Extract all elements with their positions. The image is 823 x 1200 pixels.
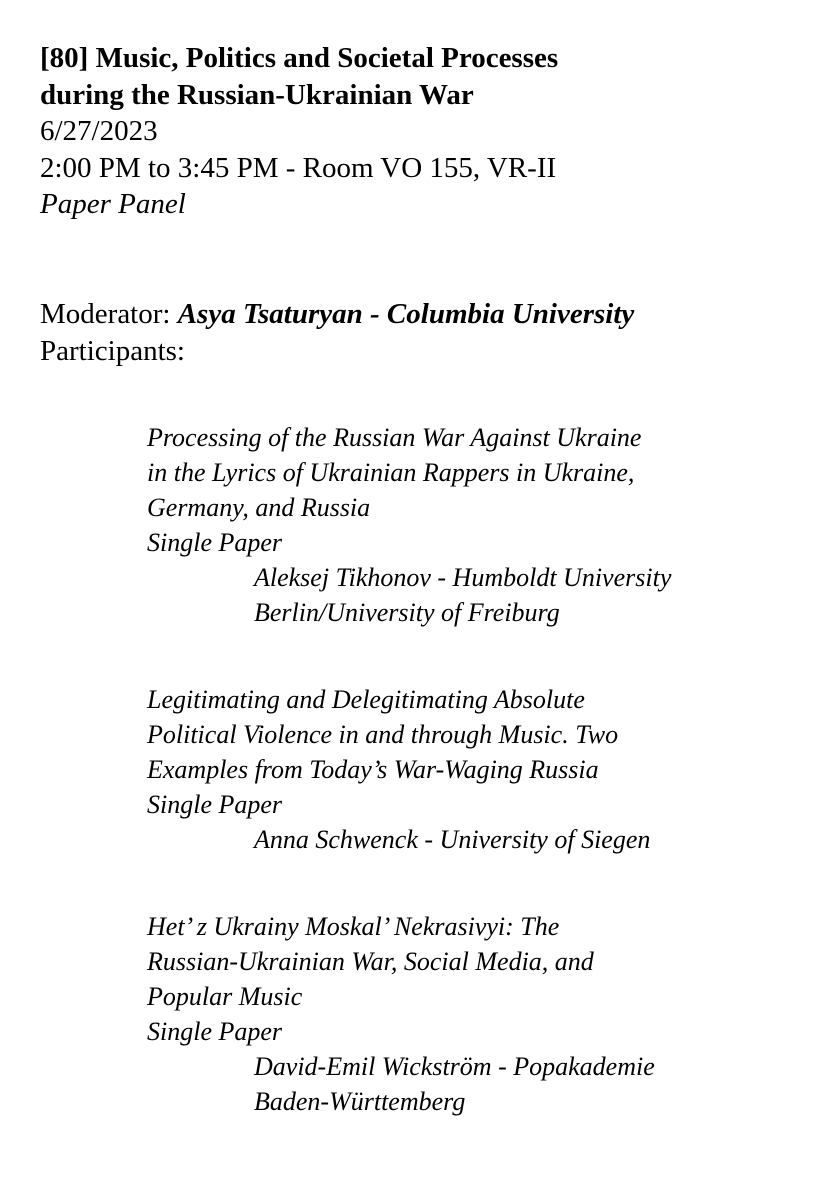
paper-title-line: Legitimating and Delegitimating Absolute	[147, 685, 585, 714]
paper-author-line: Aleksej Tikhonov - Humboldt University	[254, 563, 672, 592]
paper-type: Single Paper	[147, 1017, 283, 1046]
session-time-room: 2:00 PM to 3:45 PM - Room VO 155, VR-II	[40, 151, 557, 184]
paper-author-line: Anna Schwenck - University of Siegen	[254, 825, 651, 854]
paper-title-line: Political Violence in and through Music. Two	[147, 720, 619, 749]
participants-label: Participants:	[40, 334, 185, 367]
paper-title-line: Popular Music	[147, 982, 303, 1011]
paper-type: Single Paper	[147, 790, 283, 819]
paper-title-line: Processing of the Russian War Against Ukraine	[147, 423, 642, 452]
paper-list	[147, 420, 807, 1171]
paper-author-line: Baden-Württemberg	[254, 1087, 466, 1116]
moderator-line	[40, 296, 810, 333]
paper-title-line: Het’ z Ukrainy Moskal’ Nekrasivyi: The	[147, 912, 560, 941]
paper-item	[147, 682, 807, 857]
paper-title-line: Germany, and Russia	[147, 493, 371, 522]
paper-title-line: in the Lyrics of Ukrainian Rappers in Ukraine,	[147, 458, 635, 487]
paper-author-line: Berlin/University of Freiburg	[254, 598, 560, 627]
moderator-label: Moderator:	[40, 298, 171, 330]
session-date: 6/27/2023	[40, 115, 158, 147]
paper-item	[147, 420, 807, 630]
session-format: Paper Panel	[40, 188, 186, 220]
session-header	[40, 40, 800, 223]
session-people	[40, 296, 810, 369]
moderator-name: Asya Tsaturyan - Columbia University	[177, 298, 635, 330]
session-title-line-2: during the Russian-Ukrainian War	[40, 78, 474, 111]
paper-item	[147, 909, 807, 1119]
paper-title-line: Examples from Today’s War-Waging Russia	[147, 755, 599, 784]
session-title-line-1: [80] Music, Politics and Societal Processes	[40, 42, 559, 74]
paper-author-line: David-Emil Wickström - Popakademie	[254, 1052, 655, 1081]
paper-type: Single Paper	[147, 528, 283, 557]
paper-title-line: Russian-Ukrainian War, Social Media, and	[147, 947, 594, 976]
